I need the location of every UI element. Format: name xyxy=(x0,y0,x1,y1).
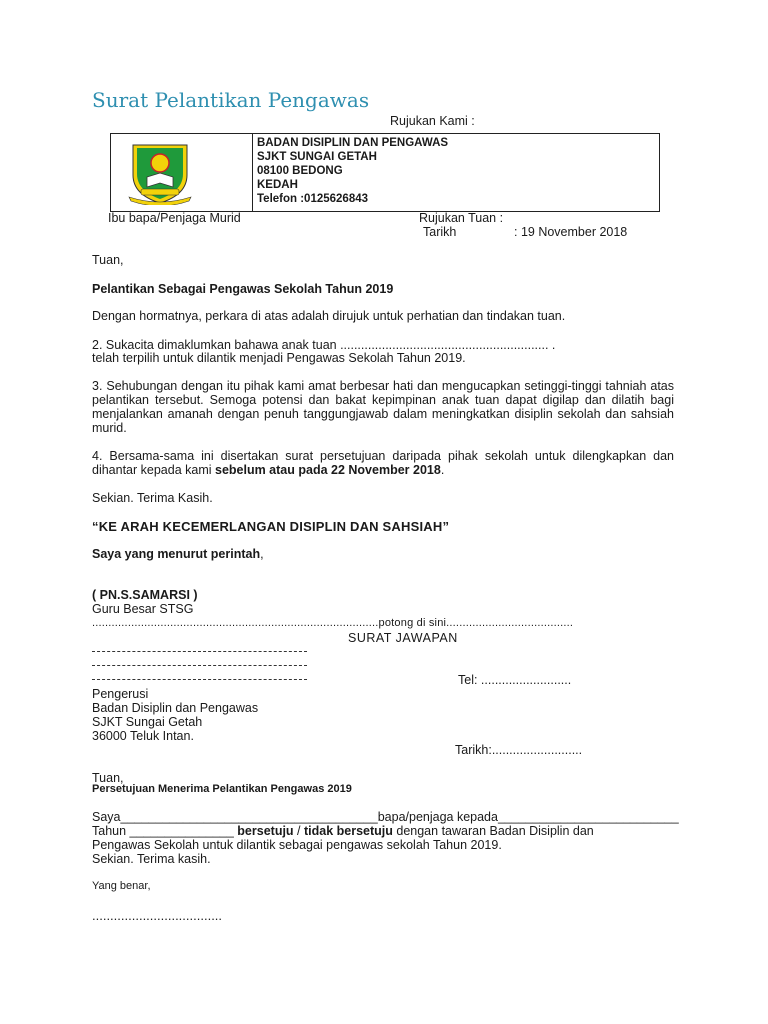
bersetuju-option: bersetuju xyxy=(237,824,294,838)
addr-line-3: SJKT Sungai Getah xyxy=(92,715,203,729)
addr-line-2: Badan Disiplin dan Pengawas xyxy=(92,701,259,715)
closing: Sekian. Terima Kasih. xyxy=(92,491,213,505)
reply-tahun: Tahun _______________ xyxy=(92,824,238,838)
para-intro: Dengan hormatnya, perkara di atas adalah dirujuk untuk perhatian dan tindakan tuan. xyxy=(92,309,566,323)
tarikh-value: : 19 November 2018 xyxy=(514,225,628,239)
address-line-3 xyxy=(92,679,307,680)
reply-tarikh: Tarikh:.......................... xyxy=(455,743,583,757)
para-4 xyxy=(92,449,674,477)
reply-saya-line: Saya_____________________________________bapa/penjaga kepada__________________________ xyxy=(92,810,679,824)
cut-line: ........................................................................................potong di sini....................................... xyxy=(92,617,574,629)
para-4-text: 4. Bersama-sama ini disertakan surat persetujuan daripada pihak sekolah untuk dilengkapkan dan dihantar kepada kami xyxy=(92,449,674,477)
letter-title: Surat Pelantikan Pengawas xyxy=(92,88,370,112)
para-4-end: . xyxy=(440,463,445,477)
addr-line-1: Pengerusi xyxy=(92,687,149,701)
school-address xyxy=(257,136,448,206)
reply-subject: Persetujuan Menerima Pelantikan Pengawas 2019 xyxy=(92,783,352,795)
para-4-deadline: sebelum atau pada 22 November 2018 xyxy=(215,463,441,477)
para-2-line-2: telah terpilih untuk dilantik menjadi Pengawas Sekolah Tahun 2019. xyxy=(92,351,466,365)
tidak-bersetuju-option: tidak bersetuju xyxy=(303,824,393,838)
saya-perintah-text: Saya yang menurut perintah xyxy=(92,547,261,561)
motto: “KE ARAH KECEMERLANGAN DISIPLIN DAN SAHSIAH” xyxy=(92,519,450,534)
signatory-title: Guru Besar STSG xyxy=(92,602,194,616)
address-line-2 xyxy=(92,665,307,666)
yang-benar: Yang benar, xyxy=(92,880,151,892)
rujukan-kami: Rujukan Kami : xyxy=(390,114,475,128)
school-crest-icon xyxy=(125,141,195,205)
addr-line-4: 36000 Teluk Intan. xyxy=(92,729,194,743)
signature-dots: .................................... xyxy=(92,908,223,923)
salutation: Tuan, xyxy=(92,253,124,267)
reply-title: SURAT JAWAPAN xyxy=(348,631,458,645)
recipient: Ibu bapa/Penjaga Murid xyxy=(108,211,241,225)
school-line-2: SJKT SUNGAI GETAH xyxy=(257,151,377,163)
letterhead-box xyxy=(110,133,660,212)
signatory-name: ( PN.S.SAMARSI ) xyxy=(92,588,198,602)
para-3: 3. Sehubungan dengan itu pihak kami amat berbesar hati dan mengucapkan setinggi-tinggi tahniah atas pelantikan tersebut. Semoga potensi dan bakat kepimpinan anak tuan dapat digilap dan dilatih bagi menjalankan amanah dengan penuh tanggungjawab dalam meningkatkan disiplin sekolah dan sahsiah murid. xyxy=(92,379,674,435)
saya-perintah-comma: , xyxy=(260,547,264,561)
school-telefon: Telefon :0125626843 xyxy=(257,193,369,205)
option-separator: / xyxy=(293,824,304,838)
address-line-1 xyxy=(92,651,307,652)
reply-tahun-rest: dengan tawaran Badan Disiplin dan xyxy=(392,824,594,838)
reply-line-2: Pengawas Sekolah untuk dilantik sebagai pengawas sekolah Tahun 2019. xyxy=(92,838,502,852)
saya-perintah xyxy=(92,547,264,561)
tel-field: Tel: .......................... xyxy=(458,673,572,687)
logo-cell xyxy=(111,134,253,211)
tarikh-label: Tarikh xyxy=(423,225,457,239)
school-line-3: 08100 BEDONG xyxy=(257,165,343,177)
reply-salutation: Tuan, xyxy=(92,771,124,785)
reply-sekian: Sekian. Terima kasih. xyxy=(92,852,211,866)
school-line-1: BADAN DISIPLIN DAN PENGAWAS xyxy=(257,137,449,149)
rujukan-tuan: Rujukan Tuan : xyxy=(419,211,504,225)
school-line-4: KEDAH xyxy=(257,179,298,191)
subject: Pelantikan Sebagai Pengawas Sekolah Tahun 2019 xyxy=(92,282,394,296)
reply-tahun-line xyxy=(92,824,594,838)
para-2-line-1: 2. Sukacita dimaklumkan bahawa anak tuan ............................................................ . xyxy=(92,338,556,352)
